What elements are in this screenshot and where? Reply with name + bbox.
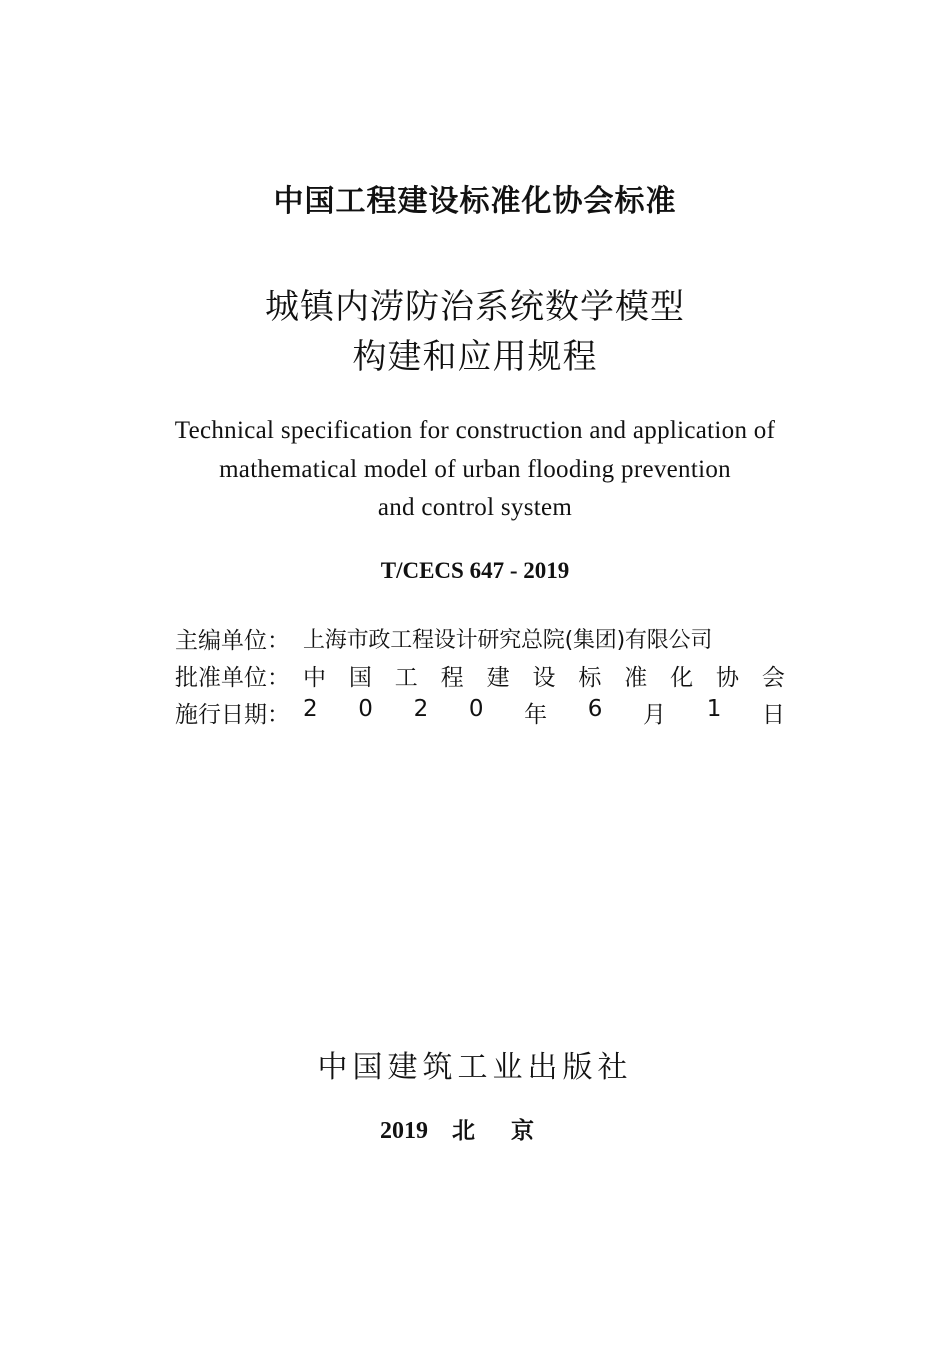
approved-by-char: 会 [761,665,785,691]
effective-date-char: 年 [524,702,548,728]
effective-date-value [303,696,785,729]
approved-by-char: 建 [486,665,510,691]
info-table [175,620,785,731]
english-title-line-3: and control system [377,494,573,521]
approved-by-char: 标 [578,665,602,691]
english-title [0,412,950,528]
effective-date-char: 月 [643,702,667,728]
approved-by-char: 程 [440,665,464,691]
chief-editor-value: 上海市政工程设计研究总院(集团)有限公司 [303,628,713,653]
publication-year: 2019 [380,1118,428,1144]
english-title-line-2: mathematical model of urban flooding prevention [219,455,731,483]
approved-by-char: 工 [394,665,418,691]
approved-by-row [175,657,785,694]
approved-by-char: 中 [303,665,326,691]
approved-by-char: 国 [348,665,372,691]
chinese-title-line-2: 构建和应用规程 [352,337,598,377]
effective-date-char: 2 [413,696,429,722]
approved-by-label: 批准单位： [175,665,290,691]
approved-by-char: 准 [624,665,648,691]
effective-date-char: 0 [358,696,373,722]
publication-year-place [0,1112,950,1145]
effective-date-char: 6 [587,696,603,722]
effective-date-label: 施行日期： [175,702,290,728]
chief-editor-row [175,620,785,657]
chinese-title-line-1: 城镇内涝防治系统数学模型 [265,287,685,327]
effective-date-char: 1 [706,696,722,722]
approved-by-char: 协 [716,665,740,691]
publication-city: 北京 [452,1118,570,1144]
standard-code: T/CECS 647 - 2019 [380,558,570,583]
chief-editor-label: 主编单位： [175,628,290,654]
effective-date-char: 日 [761,702,785,728]
chinese-title [0,282,950,382]
approved-by-char: 设 [532,665,556,691]
publisher-name: 中国建筑工业出版社 [317,1050,633,1085]
effective-date-char: 0 [468,696,484,722]
effective-date-char: 2 [303,696,318,722]
approved-by-value [303,659,785,692]
effective-date-row [175,694,785,731]
english-title-line-1: Technical specification for construction and application of [174,417,776,444]
approved-by-char: 化 [670,665,694,691]
organization-standard-heading: 中国工程建设标准化协会标准 [273,184,677,219]
